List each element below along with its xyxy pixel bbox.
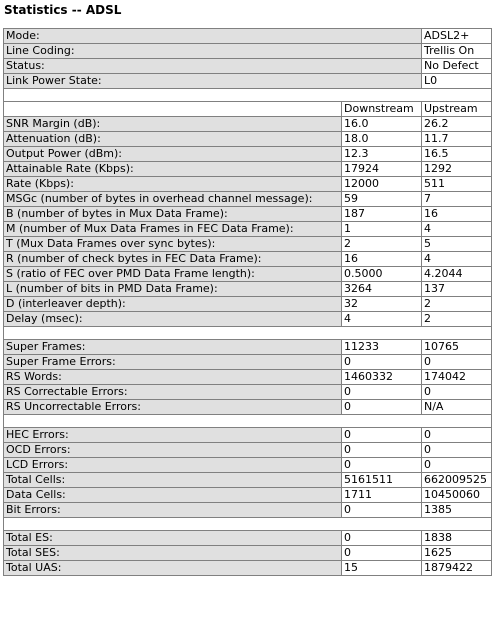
stat-label: Status: [4, 59, 422, 74]
stat-label: D (interleaver depth): [4, 297, 342, 312]
stat-label: Total SES: [4, 546, 342, 561]
stat-row [4, 147, 492, 162]
upstream-value: 511 [422, 177, 492, 192]
stat-row [4, 177, 492, 192]
stat-label: Super Frame Errors: [4, 355, 342, 370]
downstream-value: 4 [342, 312, 422, 327]
upstream-value: 1385 [422, 503, 492, 518]
downstream-value: 12.3 [342, 147, 422, 162]
upstream-value: 0 [422, 428, 492, 443]
stat-label: Delay (msec): [4, 312, 342, 327]
downstream-value: 0.5000 [342, 267, 422, 282]
upstream-value: 10450060 [422, 488, 492, 503]
stat-label: RS Correctable Errors: [4, 385, 342, 400]
stat-label: MSGc (number of bytes in overhead channel message): [4, 192, 342, 207]
stat-label: L (number of bits in PMD Data Frame): [4, 282, 342, 297]
upstream-value: 662009525 [422, 473, 492, 488]
stat-row [4, 355, 492, 370]
upstream-value: 4.2044 [422, 267, 492, 282]
downstream-value: 0 [342, 355, 422, 370]
section-spacer-cell [4, 327, 492, 340]
section-spacer-cell [4, 415, 492, 428]
downstream-value: 0 [342, 443, 422, 458]
stat-value: L0 [422, 74, 492, 89]
stat-label: R (number of check bytes in FEC Data Frame): [4, 252, 342, 267]
downstream-value: 18.0 [342, 132, 422, 147]
stat-label: OCD Errors: [4, 443, 342, 458]
downstream-value: 17924 [342, 162, 422, 177]
stat-row [4, 267, 492, 282]
stat-row [4, 458, 492, 473]
downstream-value: 16.0 [342, 117, 422, 132]
upstream-value: 1292 [422, 162, 492, 177]
section-spacer [4, 327, 492, 340]
stat-label: Bit Errors: [4, 503, 342, 518]
column-header-row [4, 102, 492, 117]
stat-row [4, 531, 492, 546]
page-title: Statistics -- ADSL [4, 3, 122, 17]
stat-label: Attenuation (dB): [4, 132, 342, 147]
stat-label: HEC Errors: [4, 428, 342, 443]
downstream-value: 32 [342, 297, 422, 312]
stat-label: M (number of Mux Data Frames in FEC Data Frame): [4, 222, 342, 237]
section-spacer [4, 415, 492, 428]
stat-label: Mode: [4, 29, 422, 44]
stat-label: LCD Errors: [4, 458, 342, 473]
stat-row [4, 488, 492, 503]
upstream-value: 16 [422, 207, 492, 222]
stat-label: Link Power State: [4, 74, 422, 89]
downstream-value: 11233 [342, 340, 422, 355]
downstream-value: 2 [342, 237, 422, 252]
stat-row [4, 312, 492, 327]
upstream-value: 10765 [422, 340, 492, 355]
upstream-value: 137 [422, 282, 492, 297]
upstream-value: 1879422 [422, 561, 492, 576]
upstream-value: 4 [422, 252, 492, 267]
stat-row [4, 162, 492, 177]
stat-row [4, 428, 492, 443]
stat-row [4, 546, 492, 561]
upstream-value: 11.7 [422, 132, 492, 147]
upstream-value: 1625 [422, 546, 492, 561]
stat-row [4, 237, 492, 252]
stat-row [4, 561, 492, 576]
stat-row [4, 297, 492, 312]
summary-row [4, 74, 492, 89]
section-spacer [4, 518, 492, 531]
upstream-value: 1838 [422, 531, 492, 546]
stat-row [4, 222, 492, 237]
summary-row [4, 59, 492, 74]
stat-row [4, 252, 492, 267]
stat-label: RS Words: [4, 370, 342, 385]
stat-row [4, 282, 492, 297]
stat-row [4, 370, 492, 385]
section-spacer-cell [4, 89, 492, 102]
stat-row [4, 340, 492, 355]
downstream-header: Downstream [342, 102, 422, 117]
downstream-value: 12000 [342, 177, 422, 192]
upstream-value: 5 [422, 237, 492, 252]
stat-label: Total ES: [4, 531, 342, 546]
upstream-value: 174042 [422, 370, 492, 385]
downstream-value: 0 [342, 385, 422, 400]
upstream-value: 0 [422, 443, 492, 458]
stat-row [4, 443, 492, 458]
downstream-value: 1 [342, 222, 422, 237]
upstream-value: 2 [422, 297, 492, 312]
upstream-header: Upstream [422, 102, 492, 117]
stat-label: Total UAS: [4, 561, 342, 576]
upstream-value: 0 [422, 458, 492, 473]
upstream-value: 26.2 [422, 117, 492, 132]
downstream-value: 0 [342, 531, 422, 546]
stat-label: Total Cells: [4, 473, 342, 488]
downstream-value: 0 [342, 400, 422, 415]
downstream-value: 0 [342, 546, 422, 561]
upstream-value: 2 [422, 312, 492, 327]
downstream-value: 0 [342, 503, 422, 518]
downstream-value: 187 [342, 207, 422, 222]
stat-row [4, 503, 492, 518]
stat-label: Attainable Rate (Kbps): [4, 162, 342, 177]
summary-row [4, 29, 492, 44]
upstream-value: 16.5 [422, 147, 492, 162]
header-blank-cell [4, 102, 342, 117]
downstream-value: 1711 [342, 488, 422, 503]
stat-row [4, 117, 492, 132]
stat-row [4, 192, 492, 207]
stat-label: SNR Margin (dB): [4, 117, 342, 132]
upstream-value: 7 [422, 192, 492, 207]
stat-label: Data Cells: [4, 488, 342, 503]
stat-label: RS Uncorrectable Errors: [4, 400, 342, 415]
downstream-value: 15 [342, 561, 422, 576]
stat-label: Line Coding: [4, 44, 422, 59]
stat-row [4, 473, 492, 488]
downstream-value: 5161511 [342, 473, 422, 488]
downstream-value: 0 [342, 428, 422, 443]
stat-label: Output Power (dBm): [4, 147, 342, 162]
upstream-value: 4 [422, 222, 492, 237]
stat-label: T (Mux Data Frames over sync bytes): [4, 237, 342, 252]
stat-label: S (ratio of FEC over PMD Data Frame length): [4, 267, 342, 282]
section-spacer [4, 89, 492, 102]
summary-row [4, 44, 492, 59]
stat-label: B (number of bytes in Mux Data Frame): [4, 207, 342, 222]
downstream-value: 3264 [342, 282, 422, 297]
upstream-value: 0 [422, 385, 492, 400]
stat-value: No Defect [422, 59, 492, 74]
stat-value: Trellis On [422, 44, 492, 59]
adsl-statistics-table [3, 28, 492, 576]
stat-row [4, 132, 492, 147]
section-spacer-cell [4, 518, 492, 531]
downstream-value: 0 [342, 458, 422, 473]
downstream-value: 1460332 [342, 370, 422, 385]
stat-row [4, 400, 492, 415]
stat-label: Rate (Kbps): [4, 177, 342, 192]
downstream-value: 59 [342, 192, 422, 207]
upstream-value: 0 [422, 355, 492, 370]
downstream-value: 16 [342, 252, 422, 267]
stat-row [4, 385, 492, 400]
stat-label: Super Frames: [4, 340, 342, 355]
stat-value: ADSL2+ [422, 29, 492, 44]
upstream-value: N/A [422, 400, 492, 415]
stat-row [4, 207, 492, 222]
